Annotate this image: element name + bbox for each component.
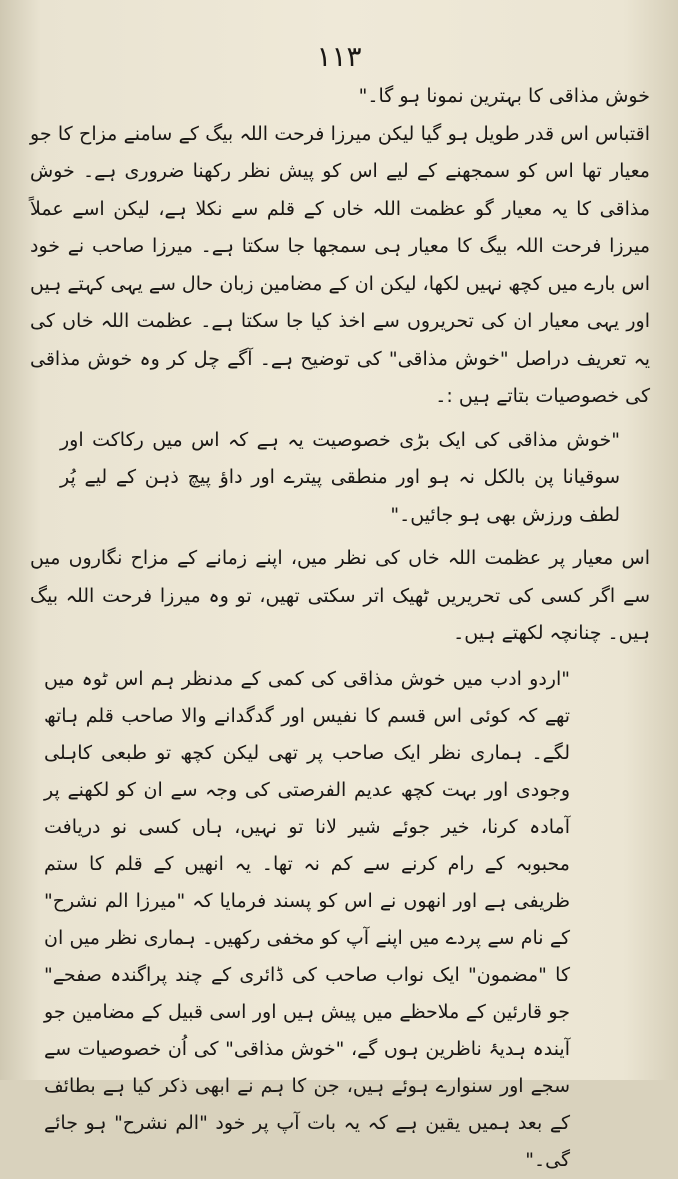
page-number: ۱۱۳	[316, 40, 362, 73]
paragraph-closing-quote: خوش مذاقی کا بہترین نمونا ہو گا۔"	[358, 85, 650, 107]
paragraph-criterion: اس معیار پر عظمت اللہ خاں کی نظر میں، اپنے زمانے کے مزاح نگاروں میں سے اگر کسی کی تحریریں ٹھیک اتر سکتی تھیں، تو وہ میرزا فرحت اللہ بیگ ہیں۔ چنانچہ لکھتے ہیں۔	[30, 547, 650, 644]
page-text	[30, 78, 650, 1179]
quote-khush-mazaqi: "خوش مذاقی کی ایک بڑی خصوصیت یہ ہے کہ اس میں رکاکت اور سوقیانا پن بالکل نہ ہو اور منطقی پیترے اور داؤ پیچ ذہن کے لیے پُر لطف ورزش بھی ہو جائیں۔"	[60, 428, 620, 526]
paragraph-standard: اقتباس اس قدر طویل ہو گیا لیکن میرزا فرحت اللہ بیگ کے سامنے مزاح کا جو معیار تھا اس کو سمجھنے کے لیے اس کو پیش نظر رکھنا ضروری ہے۔ خوش مذاقی کا یہ معیار گو عظمت اللہ خاں کے قلم سے نکلا ہے، لیکن اسے عملاً میرزا فرحت اللہ بیگ کا معیار ہی سمجھا جا سکتا ہے۔ میرزا صاحب نے خود اس بارے میں کچھ نہیں لکھا، لیکن ان کے مضامین زبان حال سے یہی کہتے ہیں اور یہی معیار ان کی تحریروں سے اخذ کیا جا سکتا ہے۔ عظمت اللہ خاں کی یہ تعریف دراصل "خوش مذاقی" کی توضیح ہے۔ آگے چل کر وہ خوش مذاقی کی خصوصیات بتاتے ہیں :۔	[30, 122, 650, 407]
blockquote-urdu-adab: "اردو ادب میں خوش مذاقی کی کمی کے مدنظر ہم اس ٹوہ میں تھے کہ کوئی اس قسم کا نفیس اور گدگدانے والا صاحب قلم ہاتھ لگے۔ ہماری نظر ایک صاحب پر تھی لیکن کچھ تو طبعی کاہلی وجودی اور بہت کچھ عدیم الفرصتی کی وجہ سے ان کو لکھنے پر آمادہ کرنا، خیر جوئے شیر لانا تو نہیں، ہاں کسی نو دریافت محبوبہ کے رام کرنے سے کم نہ تھا۔ یہ انھیں کے قلم کا ستم ظریفی ہے اور انھوں نے اس کو پسند فرمایا کہ "میرزا الم نشرح" کے نام سے پردے میں اپنے آپ کو مخفی رکھیں۔ ہماری نظر میں ان کا "مضمون" ایک نواب صاحب کی ڈائری کے چند پراگندہ صفحے" جو قارئین کے ملاحظے میں پیش ہیں اور اسی قبیل کے مضامین جو آیندہ ہدیۂ ناظرین ہوں گے، "خوش مذاقی" کی اُن خصوصیات سے سجے اور سنوارے ہوئے ہیں، جن کا ہم نے ابھی ذکر کیا ہے بطائف کے بعد ہمیں یقین ہے کہ یہ بات آپ پر خود "الم نشرح" ہو جائے گی۔"	[44, 667, 570, 1171]
